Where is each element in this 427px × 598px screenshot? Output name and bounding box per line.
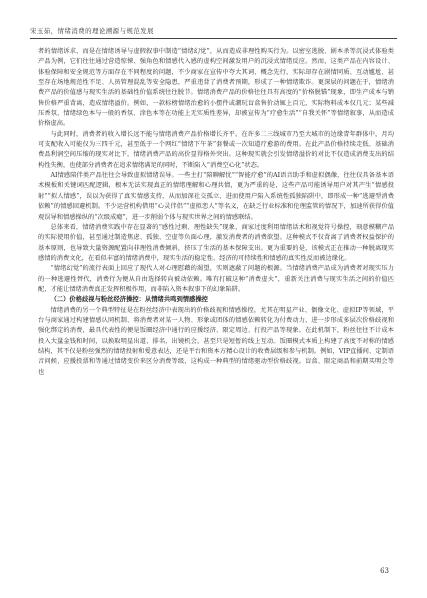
page-number: 63 [380, 567, 389, 575]
running-header: 宋玉茹，情绪消费的理论溯源与规范发展 [30, 27, 155, 35]
paragraph-4: 总体来看，情绪消费实践中存在显著的“感性过剩、理性缺失”现象，商家过度利用情绪话术和视觉符号操控，刻意模糊产品的实际使用价值，甚至通过制造焦虑、孤独、空虚等负面心理，激发消费者的消费欲望。这种模式不仅背离了消费者权益保护的基本原则，也导致大量资源配置向非理性消费倾斜，挤压了生活的基本保障支出。更为重要的是，该模式正在推动一种脱离现实感情的消费文化，在看似丰富的情绪消费中，现实生活的稳定性、经济的可持续性和情感的真实性反而被边缘化。 [38, 223, 394, 262]
body-text [38, 47, 394, 378]
paragraph-2: 与此同时，消费者的收入增长远不能与情绪消费产品价格增长齐平。在许多二三线城市乃至大城市的边缘青年群体中，月均可支配收入可能仅为三四千元，甚至低于一个网红“情绪下午茶”套餐或一次知道疗愈游的费用。在此产品价格持续走低、基础消费品利润空间压缩的现实对比下，情绪消费产品的高价显得格外突出。这种现实就会引发情绪溢价的对比不仅造成消费支出的结构性失衡，也使部分消费者在追求情绪满足的同时，不断陷入“消费空心化”状态。 [38, 130, 394, 169]
paragraph-5: “情绪幻觉”的流行表面上回应了现代人对心理慰藉的渴望，实则遮蔽了问题的根源。当情绪消费产品成为消费者对现实压力的一种逃避性替代，消费行为便从自由选择转向被动依赖。唯有打破这种“消费虚火”，重新关注消费与现实生活之间的价值匹配，才能让情绪消费真正发挥积极作用，而非陷入资本叙事下的幻象陷阱。 [38, 265, 394, 293]
paragraph-3: AI情感陪伴类产品往往会导致虚拟情绪误导。一些主打“陪聊解忧”“智能疗愈”的AI语音助手和虚拟偶像，往往仅具备基本语术模板和关键词匹配逻辑，根本无法实现真正的情绪理解和心理共情，更为严重的是，这些产品可能诱导用户对其产生“情感投射”“拟人情感”，误以为获得了真实情感支持，从而加深社交孤立、进而使用户陷入系统性孤独陷阱中，即形成一种“逃避型消费依赖”的情感回避机制。不少运营机构借用“心灵伴侣”“虚拟恋人”等名义，在缺乏行业标准和伦理监管的情况下，加速所获得价值观误导和情感操纵的“次级成瘾”，进一步削弱个体与现实世界之间的情感联结。 [38, 172, 394, 221]
header-divider [30, 38, 397, 39]
paragraph-6: 情绪消费的另一个典型特征是在粉丝经济中表现出的价格歧视和情感操控，尤其在明星产业、偶像文化、虚拟IP等领域，平台与商家通过构建情感认同机制、将消费者对某一人物、形象或团体的情感依赖转化为付费动力，进一步形成多层次价格歧视和强化绑定的消费，最具代表性的便是饭圈经济中通行的应援经济、限定周边、打投产品等现象。在此机制下，粉丝往往不计成本投入大量金钱和时间，以换取明星出道、排名、出镜机会，甚至只是短暂的线上互动。饭圈模式本质上构建了高度不对称的情感结构，其不仅是粉丝强烈的情绪投射和爱意表达，还是平台和资本方精心设计的收费层级和参与机制。例如，VIP直播间、定制语音问候、应援投票和等通过情绪变价来区分消费等级，这构成一种典型的情绪驱动型价格歧视。盲盒、限定商品和前期买明会等也 [38, 306, 394, 376]
paragraph-1: 者的情绪诉求，而是在情绪诱导与虚假叙事中制造“情绪幻觉”，从而造成非理性购买行为。以密室逃脱、剧本杀等沉浸式体验类产品为例，它们往往通过营造惊悚、强角色和情感代入感的虚构空间激发用户的沉浸式情绪反应。然而，这类产品在内容设计、体验保障和安全规范等方面存在不同程度的问题，不少商家在宣传中夸大其词、概念先行，实际却存在剧情同质、互动尴尬、甚至存在场地规范性不足、人员管理混乱等安全隐患，严重违背了消费者预期，形成了一种情绪欺诈。更深层的问题在于，情绪消费产品的价值感与现实生活的基础性价值系统往往脱节。情绪消费产品的价格往往具有高度的“价格脱锚”现象，即生产成本与销售价格严重背离，造成情绪溢价。例如，一款标榜情绪治愈的小摆件或潮玩盲盒售价动辄上百元，实际物料成本仅几元；某些减压香氛、情绪绿色本与一般的香氛、涂色本等在功能上无实质性差异，却被宣传为“疗愈生活”“自我关怀”等情绪叙事，从而造成价格虚高。 [38, 48, 394, 128]
section-heading: （二）价格歧视与粉丝经济操控：从情绪共鸣到情感操控 [50, 296, 208, 304]
